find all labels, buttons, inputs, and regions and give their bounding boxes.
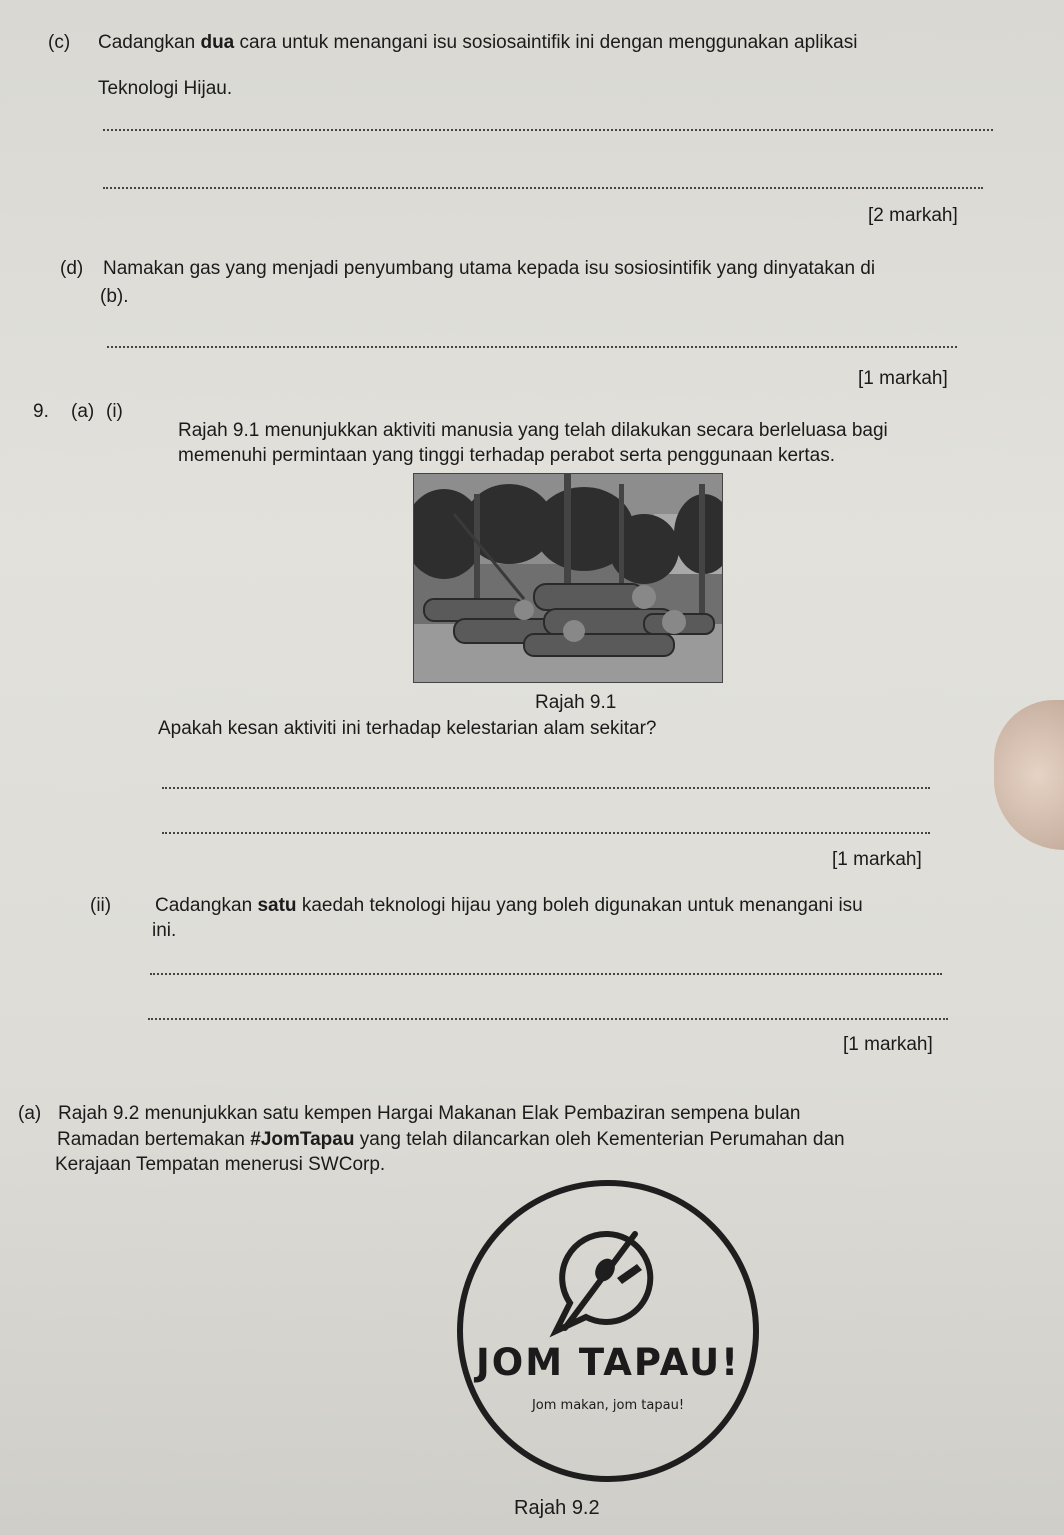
answer-line[interactable] — [162, 832, 930, 834]
q10a-line3: Kerajaan Tempatan menerusi SWCorp. — [55, 1154, 386, 1175]
deforestation-photo — [413, 473, 723, 683]
q9-part-a: (a) — [71, 401, 95, 422]
q9-question-i: Apakah kesan aktiviti ini terhadap kelestarian alam sekitar? — [158, 718, 657, 739]
q8d-label: (d) — [60, 258, 84, 279]
answer-line[interactable] — [162, 787, 930, 789]
logo-title: JOM TAPAU! — [475, 1341, 741, 1384]
q8c-text — [98, 30, 857, 56]
q9-marks-i: [1 markah] — [832, 849, 922, 870]
q10a-line1: Rajah 9.2 menunjukkan satu kempen Hargai Makanan Elak Pembaziran sempena bulan — [58, 1103, 801, 1124]
q9-marks-ii: [1 markah] — [843, 1034, 933, 1055]
q8c-text-post: cara untuk menangani isu sosiosaintifik ini dengan menggunakan aplikasi — [234, 32, 858, 53]
answer-line[interactable] — [148, 1018, 948, 1020]
answer-line[interactable] — [103, 129, 993, 131]
q10a-line2-post: yang telah dilancarkan oleh Kementerian Perumahan dan — [354, 1129, 845, 1150]
q9-question-ii-pre: Cadangkan — [155, 895, 258, 916]
q9-sub-ii: (ii) — [90, 895, 112, 916]
logo-tagline: Jom makan, jom tapau! — [531, 1398, 685, 1413]
q9-intro-line1: Rajah 9.1 menunjukkan aktiviti manusia yang telah dilakukan secara berleluasa bagi — [178, 420, 888, 441]
q8c-label: (c) — [48, 32, 71, 53]
q8c-text-bold: dua — [200, 32, 235, 53]
figure-9-1-caption: Rajah 9.1 — [535, 692, 617, 713]
q10a-line2-bold: #JomTapau — [250, 1129, 355, 1150]
finger-photo — [994, 700, 1064, 850]
q9-intro-line2: memenuhi permintaan yang tinggi terhadap perabot serta penggunaan kertas. — [178, 445, 835, 466]
q10a-line2 — [57, 1127, 845, 1153]
q8c-marks: [2 markah] — [868, 205, 958, 226]
q9-number: 9. — [33, 401, 49, 422]
jomtapau-logo — [455, 1178, 761, 1484]
answer-line[interactable] — [107, 346, 957, 348]
q8d-text: Namakan gas yang menjadi penyumbang utama kepada isu sosiosintifik yang dinyatakan di — [103, 258, 876, 279]
q9-sub-i: (i) — [106, 401, 123, 422]
q9-question-ii-post: kaedah teknologi hijau yang boleh digunakan untuk menangani isu — [296, 895, 863, 916]
q10a-label: (a) — [18, 1103, 42, 1124]
q10a-line2-pre: Ramadan bertemakan — [57, 1129, 251, 1150]
q8d-text-line2: (b). — [100, 286, 129, 307]
figure-9-2-caption: Rajah 9.2 — [514, 1497, 600, 1519]
q8d-marks: [1 markah] — [858, 368, 948, 389]
q8c-text-pre: Cadangkan — [98, 32, 201, 53]
answer-line[interactable] — [150, 973, 942, 975]
answer-line[interactable] — [103, 187, 983, 189]
q9-question-ii-bold: satu — [257, 895, 297, 916]
q9-question-ii — [155, 893, 863, 919]
q9-question-ii-line2: ini. — [152, 920, 177, 941]
q8c-text-line2: Teknologi Hijau. — [98, 78, 233, 99]
